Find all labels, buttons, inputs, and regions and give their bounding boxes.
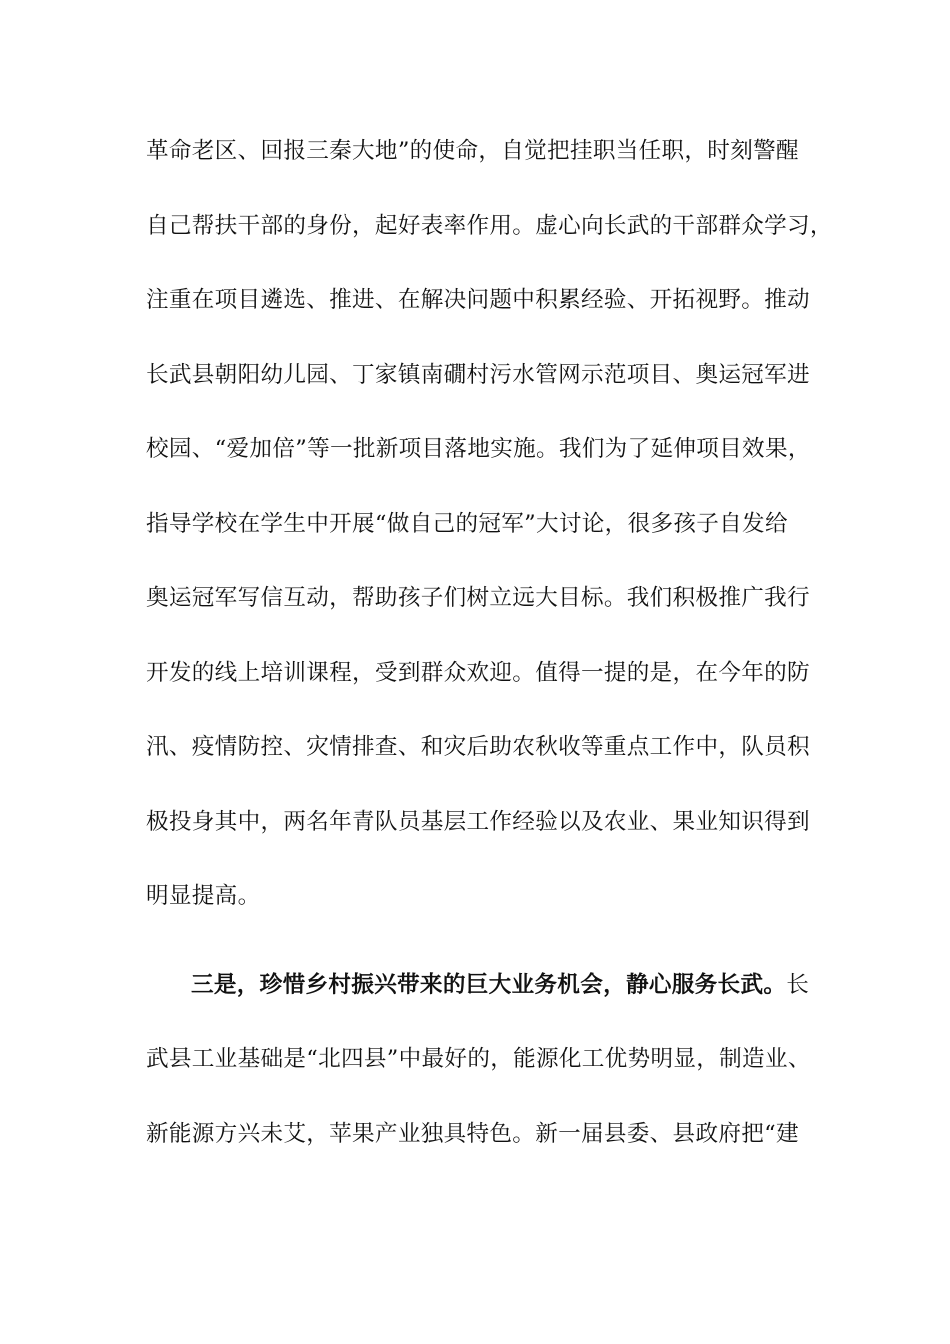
paragraph-line: 校园、“爱加倍”等一批新项目落地实施。我们为了延伸项目效果， xyxy=(146,436,811,462)
paragraph-line: 武县工业基础是“北四县”中最好的，能源化工优势明显，制造业、 xyxy=(146,1046,811,1072)
paragraph-line: 开发的线上培训课程，受到群众欢迎。值得一提的是，在今年的防 xyxy=(146,660,810,686)
paragraph-line: 自己帮扶干部的身份，起好表率作用。虚心向长武的干部群众学习， xyxy=(146,213,833,239)
paragraph-line: 汛、疫情防控、灾情排查、和灾后助农秋收等重点工作中，队员积 xyxy=(146,734,810,760)
paragraph-line: 极投身其中，两名年青队员基层工作经验以及农业、果业知识得到 xyxy=(146,809,810,835)
heading-line-continuation: 长 xyxy=(786,972,810,998)
section-heading-line xyxy=(191,965,810,1005)
paragraph-line: 长武县朝阳幼儿园、丁家镇南礀村污水管网示范项目、奥运冠军进 xyxy=(146,362,810,388)
paragraph-line: 新能源方兴未艾，苹果产业独具特色。新一届县委、县政府把“建 xyxy=(146,1121,799,1147)
paragraph-line: 明显提高。 xyxy=(146,883,261,909)
paragraph-line: 革命老区、回报三秦大地”的使命，自觉把挂职当任职，时刻警醒 xyxy=(146,138,799,164)
paragraph-line: 奥运冠军写信互动，帮助孩子们树立远大目标。我们积极推广我行 xyxy=(146,585,810,611)
section-heading: 三是，珍惜乡村振兴带来的巨大业务机会，静心服务长武。 xyxy=(191,972,787,998)
paragraph-line: 指导学校在学生中开展“做自己的冠军”大讨论，很多孩子自发给 xyxy=(146,511,788,537)
paragraph-line: 注重在项目遴选、推进、在解决问题中积累经验、开拓视野。推动 xyxy=(146,287,810,313)
